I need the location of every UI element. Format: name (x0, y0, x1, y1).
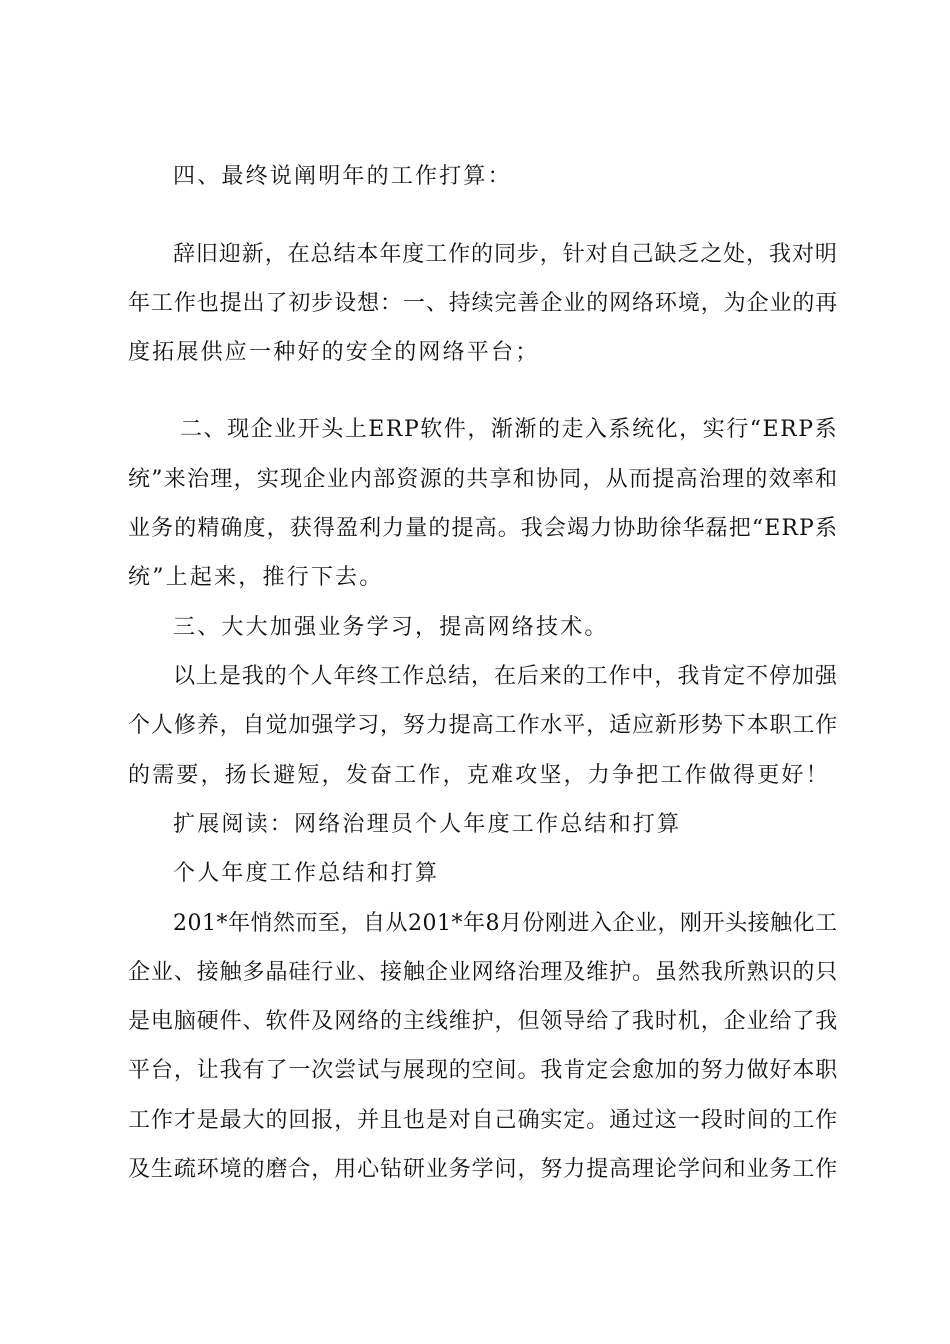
paragraph-line: 工作才是最大的回报，并且也是对自己确实定。通过这一段时间的工作 (128, 1108, 839, 1133)
paragraph-line: 及生疏环境的磨合，用心钻研业务学问，努力提高理论学问和业务工作 (128, 1157, 839, 1182)
paragraph-line: 辞旧迎新，在总结本年度工作的同步，针对自己缺乏之处，我对明 (173, 242, 838, 267)
paragraph-line: 的需要，扬长避短，发奋工作，克难攻坚，力争把工作做得更好！ (128, 763, 830, 788)
paragraph-line: 个人修养，自觉加强学习，努力提高工作水平，适应新形势下本职工作 (128, 713, 839, 738)
paragraph-line: 度拓展供应一种好的安全的网络平台； (128, 340, 540, 365)
paragraph-line: 201*年悄然而至，自从201*年8月份刚进入企业，刚开头接触化工 (173, 911, 838, 936)
paragraph-line: 年工作也提出了初步设想：一、持续完善企业的网络环境，为企业的再 (128, 291, 839, 316)
paragraph-line: 是电脑硬件、软件及网络的主线维护，但领导给了我时机，企业给了我 (128, 1009, 839, 1034)
paragraph-line: 三、大大加强业务学习，提高网络技术。 (173, 615, 609, 640)
paragraph-line: 业务的精确度，获得盈利力量的提高。我会竭力协助徐华磊把“ERP系 (128, 516, 839, 541)
paragraph-line: 二、现企业开头上ERP软件，渐渐的走入系统化，实行“ERP系 (180, 417, 839, 442)
paragraph-line: 扩展阅读：网络治理员个人年度工作总结和打算 (173, 812, 682, 837)
paragraph-line: 平台，让我有了一次尝试与展现的空间。我肯定会愈加的努力做好本职 (128, 1058, 839, 1083)
paragraph-line: 四、最终说阐明年的工作打算： (173, 164, 512, 189)
paragraph-line: 以上是我的个人年终工作总结，在后来的工作中，我肯定不停加强 (173, 664, 838, 689)
paragraph-line: 个人年度工作总结和打算 (173, 861, 440, 886)
paragraph-line: 统”来治理，实现企业内部资源的共享和协同，从而提高治理的效率和 (128, 467, 839, 492)
paragraph-line: 统”上起来，推行下去。 (128, 565, 384, 590)
paragraph-line: 企业、接触多晶硅行业、接触企业网络治理及维护。虽然我所熟识的只 (128, 960, 839, 985)
